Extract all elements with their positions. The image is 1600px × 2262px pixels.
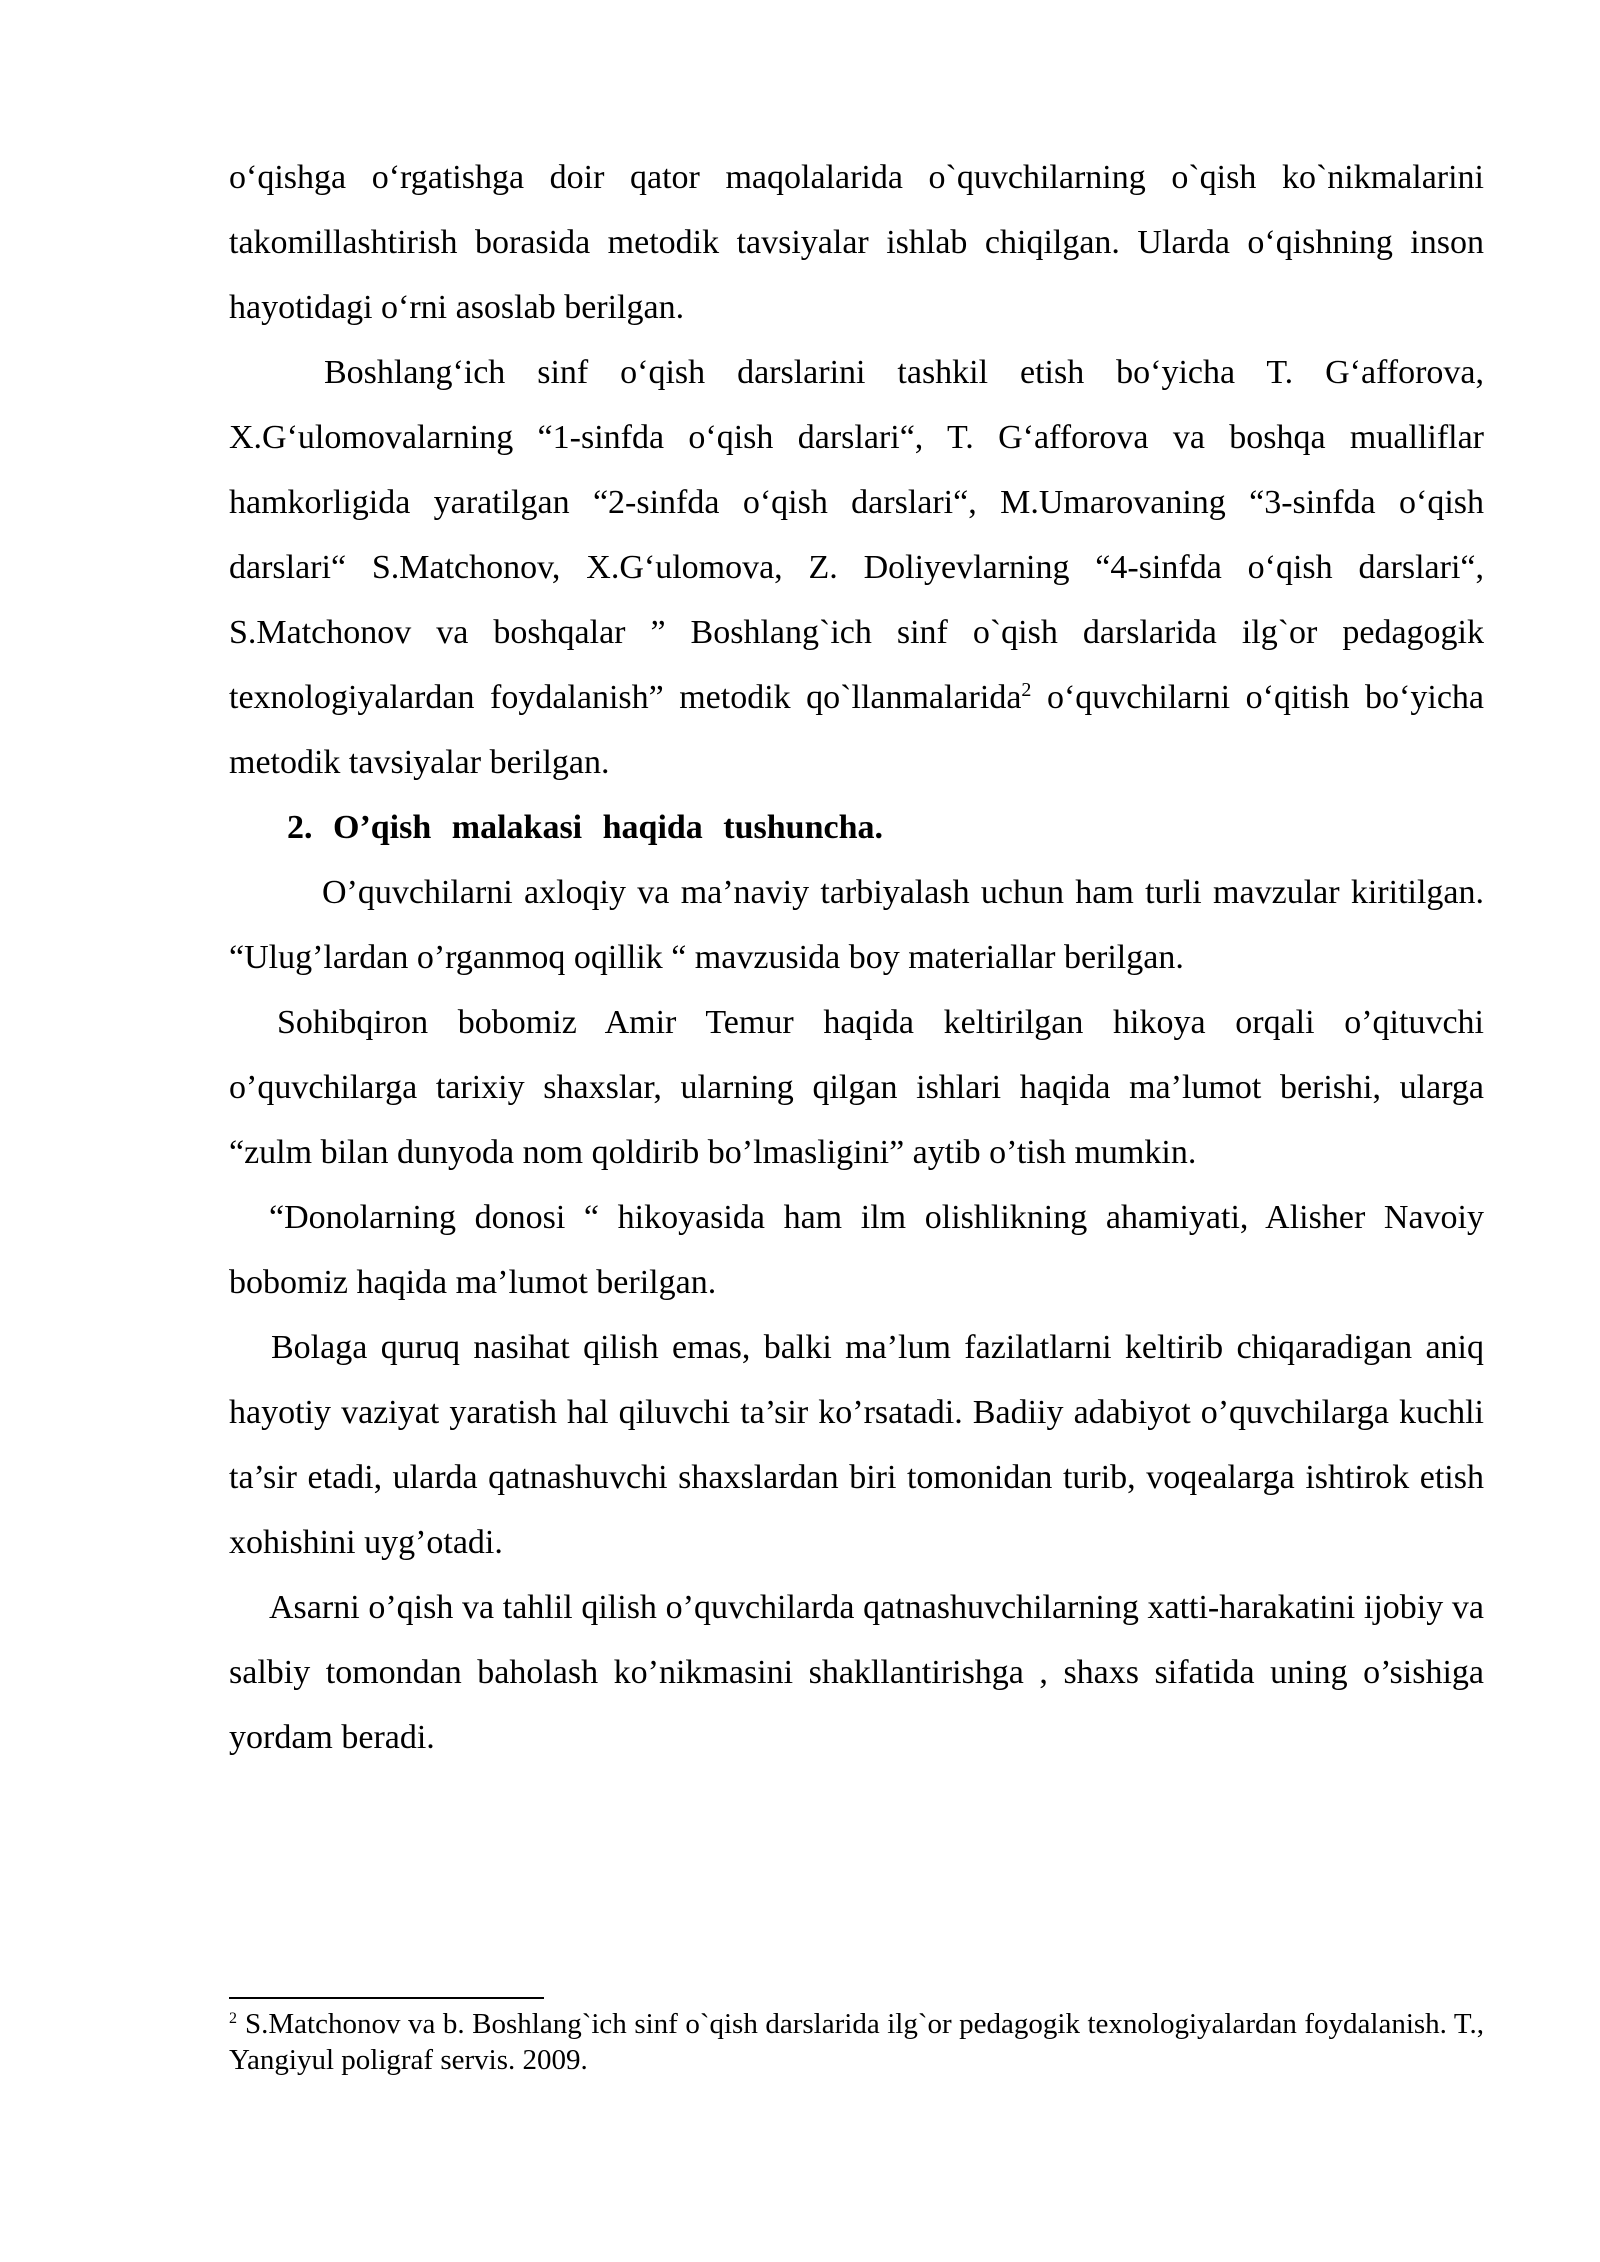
- paragraph-donolar: “Donolarning donosi “ hikoyasida ham ilm olishlikning ahamiyati, Alisher Navoiy bobomiz haqida ma’lumot berilgan.: [229, 1199, 1484, 1301]
- footnote-text: S.Matchonov va b. Boshlang`ich sinf o`qish darslarida ilg`or pedagogik texnologiyalardan foydalanish. T., Yangiyul poligraf servis. 2009.: [229, 2008, 1484, 2076]
- page-body: [229, 145, 1484, 1770]
- paragraph-asar-tahlil: Asarni o’qish va tahlil qilish o’quvchilarda qatnashuvchilarning xatti-harakatini ijobiy va salbiy tomondan baholash ko’nikmasini shakllantirishga , shaxs sifatida uning o’sishiga yordam beradi.: [229, 1589, 1484, 1756]
- paragraph-literature-tail: o‘quvchilarni o‘qitish bo‘yicha metodik tavsiyalar berilgan.: [229, 679, 1485, 781]
- paragraph-amir-temur: Sohibqiron bobomiz Amir Temur haqida keltirilgan hikoya orqali o’qituvchi o’quvchilarga tarixiy shaxslar, ularning qilgan ishlari haqida ma’lumot berishi, ularga “zulm bilan dunyoda nom qoldirib bo’lmasligini” aytib o’tish mumkin.: [229, 1004, 1484, 1171]
- paragraph-nasihat: Bolaga quruq nasihat qilish emas, balki ma’lum fazilatlarni keltirib chiqaradigan aniq hayotiy vaziyat yaratish hal qiluvchi ta’sir ko’rsatadi. Badiiy adabiyot o’quvchilarga kuchli ta’sir etadi, ularda qatnashuvchi shaxslardan biri tomonidan turib, voqealarga ishtirok etish xohishini uyg’otadi.: [229, 1329, 1484, 1561]
- paragraph-literature-text: Boshlang‘ich sinf o‘qish darslarini tashkil etish bo‘yicha T. G‘afforova, X.G‘ulomovalarning “1-sinfda o‘qish darslari“, T. G‘afforova va boshqa mualliflar hamkorligida yaratilgan “2-sinfda o‘qish darslari“, M.Umarovaning “3-sinfda o‘qish darslari“ S.Matchonov, X.G‘ulomova, Z. Doliyevlarning “4-sinfda o‘qish darslari“, S.Matchonov va boshqalar ” Boshlang`ich sinf o`qish darslarida ilg`or pedagogik texnologiyalardan foydalanish” metodik qo`llanmalarida: [229, 354, 1484, 716]
- paragraph-intro: o‘qishga o‘rgatishga doir qator maqolalarida o`quvchilarning o`qish ko`nikmalarini takomillashtirish borasida metodik tavsiyalar ishlab chiqilgan. Ularda o‘qishning inson hayotidagi o‘rni asoslab berilgan.: [229, 159, 1484, 326]
- section-heading: 2. O’qish malakasi haqida tushuncha.: [287, 809, 883, 846]
- footnote-reference: 2: [1021, 679, 1032, 701]
- paragraph-literature: [229, 340, 1484, 795]
- footnote-divider: [229, 1997, 544, 1999]
- paragraph-moral-education: O’quvchilarni axloqiy va ma’naviy tarbiyalash uchun ham turli mavzular kiritilgan. “Ulug’lardan o’rganmoq oqillik “ mavzusida boy materiallar berilgan.: [229, 874, 1484, 976]
- footnote: [229, 2006, 1484, 2078]
- footnote-number: 2: [229, 2010, 237, 2027]
